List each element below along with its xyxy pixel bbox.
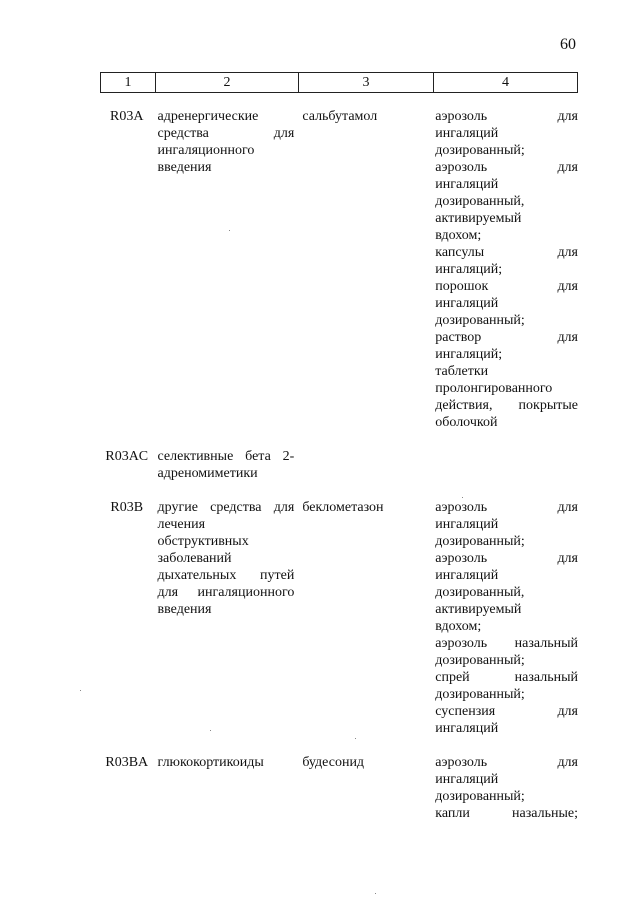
table-row <box>100 108 578 431</box>
cell-line: аэрозоль для <box>435 500 578 515</box>
cell-line: обструктивных <box>157 534 249 549</box>
cell-line: введения <box>157 160 212 175</box>
cell-line: дыхательных путей <box>157 568 295 583</box>
scan-speck <box>80 690 81 691</box>
cell-line: дозированный; <box>435 313 525 328</box>
cell-line: порошок для <box>435 279 578 294</box>
scan-speck <box>375 893 376 894</box>
cell-line: введения <box>157 602 212 617</box>
cell-line: дозированный; <box>435 789 525 804</box>
cell-line: вдохом; <box>435 228 482 243</box>
table-row <box>100 448 578 482</box>
drug-name <box>294 448 427 482</box>
cell-line: активируемый <box>435 211 522 226</box>
dosage-forms <box>427 448 578 482</box>
atc-code: R03B <box>110 500 144 515</box>
cell-line: капли назальные; <box>435 806 578 821</box>
dosage-forms <box>427 499 578 737</box>
anatomical-therapeutic-group <box>154 754 295 822</box>
cell-line: селективные бета 2- <box>157 449 295 464</box>
cell-line: таблетки <box>435 364 489 379</box>
scan-speck <box>229 230 230 231</box>
cell-line: дозированный; <box>435 143 525 158</box>
cell-line: аэрозоль для <box>435 551 578 566</box>
drug-name: будесонид <box>302 755 365 770</box>
table-row <box>100 499 578 737</box>
cell-line: глюкокортикоиды <box>157 755 264 770</box>
cell-line: раствор для <box>435 330 578 345</box>
cell-line: адреномиметики <box>157 466 258 481</box>
cell-line: ингаляций <box>435 296 499 311</box>
cell-line: ингаляционного <box>157 143 255 158</box>
cell-line: дозированный; <box>435 534 525 549</box>
column-header-table <box>100 72 578 93</box>
cell-line: суспензия для <box>435 704 578 719</box>
cell-line: аэрозоль назальный <box>435 636 578 651</box>
column-header-2: 2 <box>156 73 299 93</box>
cell-line: оболочкой <box>435 415 498 430</box>
cell-line: ингаляций; <box>435 347 503 362</box>
cell-line: другие средства для <box>157 500 295 515</box>
cell-line: средства для <box>157 126 295 141</box>
scan-speck <box>462 497 463 498</box>
cell-line: ингаляций <box>435 126 499 141</box>
anatomical-therapeutic-group <box>154 448 295 482</box>
anatomical-therapeutic-group <box>154 108 295 431</box>
cell-line: адренергические <box>157 109 259 124</box>
cell-line: спрей назальный <box>435 670 578 685</box>
column-header-row <box>101 73 578 93</box>
cell-line: ингаляций <box>435 517 499 532</box>
column-header-3: 3 <box>299 73 434 93</box>
column-header-1: 1 <box>101 73 156 93</box>
cell-line: лечения <box>157 517 206 532</box>
cell-line: ингаляций <box>435 177 499 192</box>
atc-code: R03BA <box>105 755 149 770</box>
cell-line: заболеваний <box>157 551 232 566</box>
cell-line: ингаляций; <box>435 262 503 277</box>
cell-line: действия, покрытые <box>435 398 578 413</box>
drug-classification-rows <box>100 108 578 839</box>
cell-line: ингаляций <box>435 772 499 787</box>
cell-line: вдохом; <box>435 619 482 634</box>
cell-line: дозированный; <box>435 653 525 668</box>
atc-code: R03AC <box>105 449 149 464</box>
cell-line: аэрозоль для <box>435 755 578 770</box>
cell-line: пролонгированного <box>435 381 553 396</box>
atc-code: R03A <box>110 109 144 124</box>
cell-line: дозированный, <box>435 585 525 600</box>
scan-speck <box>210 730 211 731</box>
cell-line: ингаляций <box>435 568 499 583</box>
scan-speck <box>355 738 356 739</box>
cell-line: капсулы для <box>435 245 578 260</box>
drug-name: беклометазон <box>302 500 384 515</box>
table-row <box>100 754 578 822</box>
anatomical-therapeutic-group <box>154 499 295 737</box>
drug-name: сальбутамол <box>302 109 378 124</box>
cell-line: аэрозоль для <box>435 160 578 175</box>
cell-line: дозированный; <box>435 687 525 702</box>
dosage-forms <box>427 754 578 822</box>
page-number: 60 <box>560 36 576 53</box>
cell-line: ингаляций <box>435 721 499 736</box>
cell-line: активируемый <box>435 602 522 617</box>
cell-line: для ингаляционного <box>157 585 295 600</box>
column-header-4: 4 <box>434 73 578 93</box>
dosage-forms <box>427 108 578 431</box>
cell-line: аэрозоль для <box>435 109 578 124</box>
cell-line: дозированный, <box>435 194 525 209</box>
